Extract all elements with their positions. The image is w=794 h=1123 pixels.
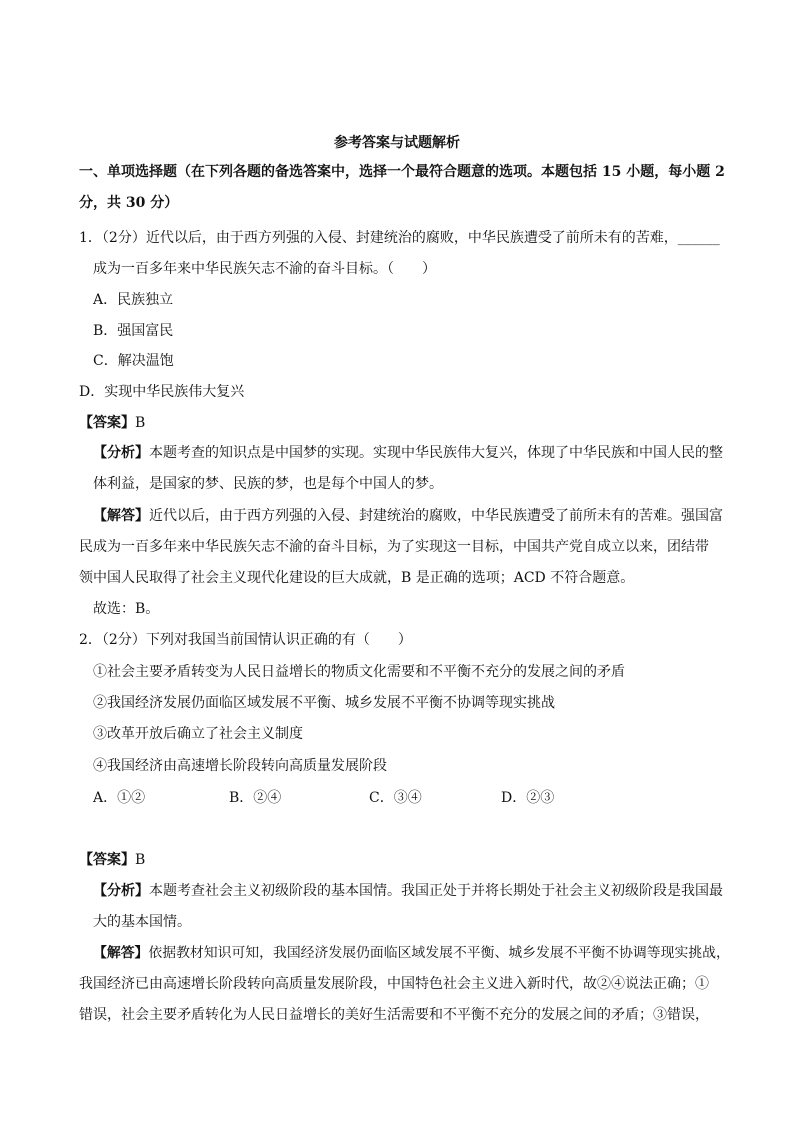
q2-solution-line2: 我国经济已由高速增长阶段转向高质量发展阶段，中国特色社会主义进入新时代，故②④说法正确；① (79, 976, 709, 992)
q1-analysis-text: 本题考查的知识点是中国梦的实现。实现中华民族伟大复兴，体现了中华民族和中国人民的整 (149, 445, 723, 461)
q2-answer-tag: 【答案】 (79, 852, 135, 868)
q1-answer-value: B (135, 415, 146, 431)
q2-option-a: A．①② (93, 790, 146, 806)
q1-choice: 故选：B。 (93, 601, 160, 617)
q1-analysis-tag: 【分析】 (93, 445, 149, 461)
q2-statement-3: ③改革开放后确立了社会主义制度 (93, 726, 303, 742)
q2-stem: 2．（2分）下列对我国当前国情认识正确的有（ ） (79, 632, 412, 648)
section-heading-line2: 分，共 30 分） (79, 195, 179, 211)
q2-analysis-text: 本题考查社会主义初级阶段的基本国情。我国正处于并将长期处于社会主义初级阶段是我国最 (149, 883, 723, 899)
q2-answer-value: B (135, 852, 146, 868)
q1-solution-line3: 领中国人民取得了社会主义现代化建设的巨大成就，B 是正确的选项；ACD 不符合题意。 (79, 570, 635, 586)
q1-answer-tag: 【答案】 (79, 415, 135, 431)
q2-solution-tag: 【解答】 (93, 945, 149, 961)
q2-option-b: B．②④ (229, 790, 282, 806)
q2-solution-text: 依据教材知识可知，我国经济发展仍面临区域发展不平衡、城乡发展不平衡不协调等现实挑战， (148, 945, 730, 961)
q2-statement-1: ①社会主要矛盾转变为人民日益增长的物质文化需要和不平衡不充分的发展之间的矛盾 (93, 664, 625, 680)
q2-answer (79, 850, 145, 870)
q2-solution-line3: 错误，社会主要矛盾转化为人民日益增长的美好生活需要和不平衡不充分的发展之间的矛盾；③错误， (79, 1007, 709, 1023)
q2-option-c: C．③④ (369, 790, 422, 806)
q2-analysis-tag: 【分析】 (93, 883, 149, 899)
q2-option-d: D．②③ (501, 790, 555, 806)
q1-stem-line1: 1．（2分）近代以后，由于西方列强的入侵、封建统治的腐败，中华民族遭受了前所未有的苦难，______ (79, 230, 720, 246)
q1-solution-line1 (93, 506, 723, 526)
q2-analysis-line2: 大的基本国情。 (93, 914, 191, 930)
q1-option-b: B．强国富民 (93, 323, 174, 339)
q2-options-row (0, 788, 794, 808)
q1-answer (79, 413, 145, 433)
page-title: 参考答案与试题解析 (334, 135, 460, 151)
q1-analysis-line2: 体利益，是国家的梦、民族的梦，也是每个中国人的梦。 (93, 476, 443, 492)
q1-solution-line2: 民成为一百多年来中华民族矢志不渝的奋斗目标，为了实现这一目标，中国共产党自成立以来，团结带 (79, 539, 709, 555)
q1-analysis-line1 (93, 443, 723, 463)
q1-stem-line2: 成为一百多年来中华民族矢志不渝的奋斗目标。（ ） (93, 261, 436, 277)
q2-statement-4: ④我国经济由高速增长阶段转向高质量发展阶段 (93, 758, 387, 774)
q2-solution-line1 (93, 943, 730, 963)
q2-statement-2: ②我国经济发展仍面临区域发展不平衡、城乡发展不平衡不协调等现实挑战 (93, 695, 555, 711)
q1-option-d: D．实现中华民族伟大复兴 (79, 384, 245, 400)
q1-solution-tag: 【解答】 (93, 508, 149, 524)
q1-option-a: A．民族独立 (93, 292, 174, 308)
q1-option-c: C．解决温饱 (93, 353, 174, 369)
section-heading-line1: 一、单项选择题（在下列各题的备选答案中，选择一个最符合题意的选项。本题包括 15 小题，每小题 2 (79, 164, 725, 180)
q1-solution-text: 近代以后，由于西方列强的入侵、封建统治的腐败，中华民族遭受了前所未有的苦难。强国富 (149, 508, 723, 524)
q2-analysis-line1 (93, 881, 723, 901)
